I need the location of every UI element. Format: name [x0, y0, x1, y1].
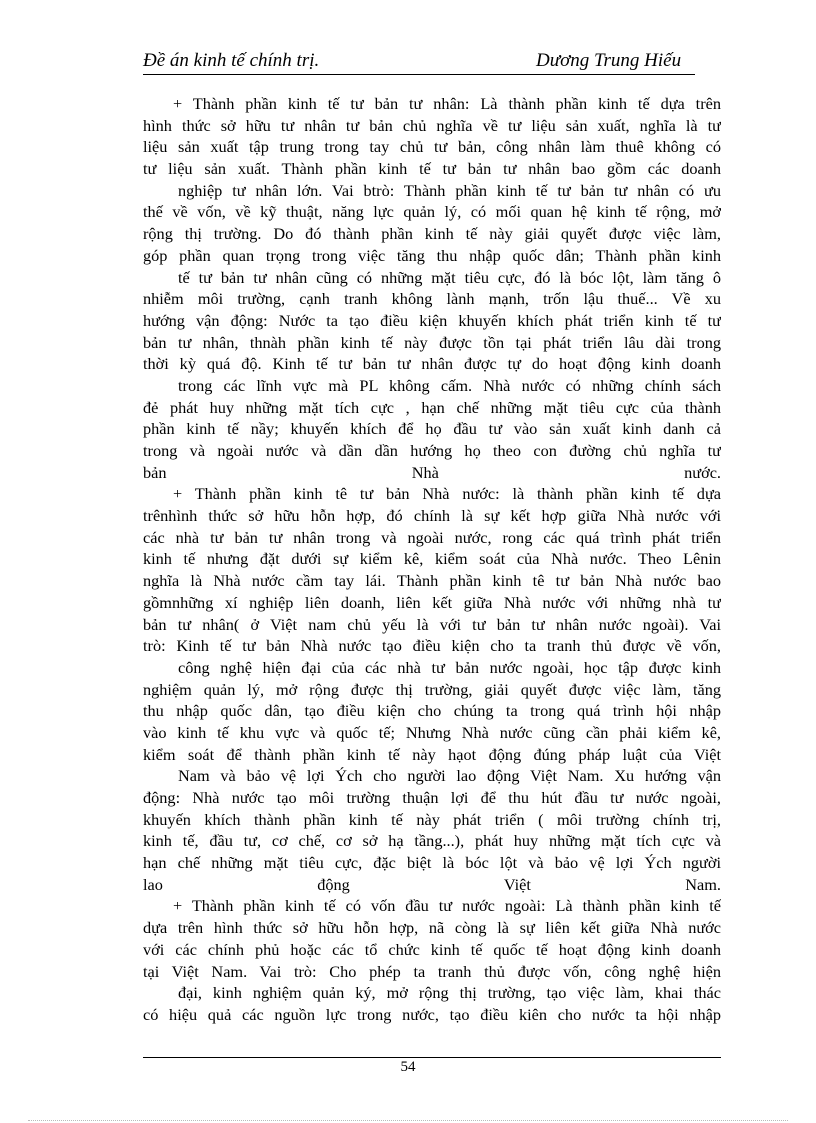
page-header	[143, 48, 695, 75]
text-line: khuyến khích thành phần kinh tế này phát triển ( môi trường chính trị,	[143, 809, 721, 829]
text-line: nghĩa là Nhà nước cầm tay lái. Thành phần kinh tê tư bản Nhà nước bao	[143, 571, 721, 591]
text-line: thế về vốn, về kỹ thuật, năng lực quản lý, có mối quan hệ kinh tế rộng, mở	[143, 202, 721, 222]
text-line: lao động Việt Nam.	[143, 874, 721, 894]
text-line: các nhà tư bản tư nhân trong và ngoài nước, rong các quá trình phát triển	[143, 527, 721, 547]
text-line: trò: Kinh tế tư bản Nhà nước tạo điều kiện cho ta tranh thủ được về vốn,	[143, 636, 721, 656]
header-author: Dương Trung Hiếu	[536, 50, 682, 71]
text-line: liệu sản xuất tập trung trong tay chủ tư bản, công nhân làm thuê không có	[143, 137, 721, 157]
text-line: + Thành phần kinh tê tư bản Nhà nước: là thành phần kinh tế dựa	[173, 484, 721, 504]
text-line: hướng vận động: Nước ta tạo điều kiện khuyến khích phát triển kinh tế tư	[143, 310, 721, 330]
text-line: nghiệm quản lý, mở rộng được thị trường, giải quyết được việc làm, tăng	[143, 679, 721, 699]
text-line: kiểm soát để thành phần kinh tế này hạot động đúng pháp luật của Việt	[143, 744, 721, 764]
text-line: góp phần quan trọng trong việc tăng thu nhập quốc dân; Thành phần kinh	[143, 245, 721, 265]
text-line: động: Nhà nước tạo môi trường thuận lợi để thu hút đầu tư nước ngoài,	[143, 788, 721, 807]
text-line: công nghệ hiện đại của các nhà tư bản nước ngoài, học tập được kinh	[178, 657, 721, 677]
text-line: gồmnhững xí nghiệp liên doanh, liên kết giữa Nhà nước với những nhà tư	[143, 592, 721, 612]
text-line: thu nhập quốc dân, tạo điều kiện cho chúng ta trong quá trình hội nhập	[143, 701, 721, 721]
text-line: trong và ngoài nước và dần dần hướng họ theo con đường chủ nghĩa tư	[143, 441, 721, 460]
text-line: nhiễm môi trường, cạnh tranh không lành mạnh, trốn lậu thuế... Về xu	[143, 289, 721, 309]
text-line: vào kinh tế khu vực và quốc tế; Nhưng Nhà nước cũng cần phải kiểm kê,	[143, 722, 721, 742]
text-line: đẻ phát huy những mặt tích cực , hạn chế những mặt tiêu cực của thành	[143, 397, 721, 417]
text-line: tại Việt Nam. Vai trò: Cho phép ta tranh thủ được vốn, công nghệ hiện	[143, 961, 721, 981]
text-line: nghiệp tư nhân lớn. Vai btrò: Thành phần kinh tế tư bản tư nhân có ưu	[178, 180, 721, 200]
text-line: rộng thị trường. Do đó thành phần kinh tế này giải quyết được việc làm,	[143, 224, 721, 244]
text-line: bản tư nhân, thnàh phần kinh tế này được tồn tại phát triển lâu dài trong	[143, 332, 721, 352]
text-line: tư liệu sản xuất. Thành phần kinh tế tư bản tư nhân bao gồm các doanh	[143, 159, 721, 179]
text-line: bản tư nhân( ở Việt nam chủ yếu là với tư bản tư nhân nước ngoài). Vai	[143, 614, 721, 634]
text-line: trong các lĩnh vực mà PL không cấm. Nhà nước có những chính sách	[178, 375, 721, 395]
footer-rule	[143, 1057, 721, 1058]
body-text	[143, 93, 721, 1026]
text-line: bản Nhà nước.	[143, 462, 721, 482]
header-title: Đề án kinh tế chính trị.	[143, 50, 320, 71]
text-line: Nam và bảo vệ lợi Ých cho người lao động Việt Nam. Xu hướng vận	[178, 766, 721, 786]
text-line: đại, kinh nghiệm quản ký, mở rộng thị trường, tạo việc làm, khai thác	[178, 983, 721, 1003]
text-line: + Thành phần kinh tế có vốn đầu tư nước ngoài: Là thành phần kinh tế	[173, 896, 721, 916]
text-line: + Thành phần kinh tế tư bản tư nhân: Là thành phần kinh tế dựa trên	[173, 94, 721, 113]
text-line: với các chính phủ hoặc các tổ chức kinh tế quốc tế hoạt động kinh doanh	[143, 939, 721, 959]
text-line: tế tư bản tư nhân cũng có những mặt tiêu cực, đó là bóc lột, làm tăng ô	[178, 267, 721, 287]
text-line: kinh tế nhưng đặt dưới sự kiểm kê, kiểm soát của Nhà nước. Theo Lênin	[143, 549, 721, 569]
text-line: dựa trên hình thức sở hữu hỗn hợp, nã còng là sự liên kết giữa Nhà nước	[143, 918, 721, 938]
text-line: hình thức sở hữu tư nhân tư bản chủ nghĩa về tư liệu sản xuất, nghĩa là tư	[143, 115, 721, 135]
text-line: thời kỳ quá độ. Kinh tế tư bản tư nhân được tự do hoạt động kinh doanh	[143, 354, 721, 374]
text-line: kinh tế, đầu tư, cơ chế, cơ sở hạ tầng...), phát huy những mặt tích cực và	[143, 831, 721, 851]
page-bottom-border	[28, 1120, 788, 1121]
text-line: trênhình thức sở hữu hỗn hợp, đó chính là sự kết hợp giữa Nhà nước với	[143, 506, 721, 526]
text-line: hạn chế những mặt tiêu cực, đặc biệt là bóc lột và bảo vệ lợi Ých người	[143, 853, 721, 873]
text-line: phần kinh tế nầy; khuyến khích để họ đầu tư vào sản xuất kinh danh cả	[143, 419, 721, 439]
text-line: có hiệu quả các nguồn lực trong nước, tạo điều kiên cho nước ta hội nhập	[143, 1004, 721, 1024]
page-number: 54	[400, 1059, 416, 1075]
